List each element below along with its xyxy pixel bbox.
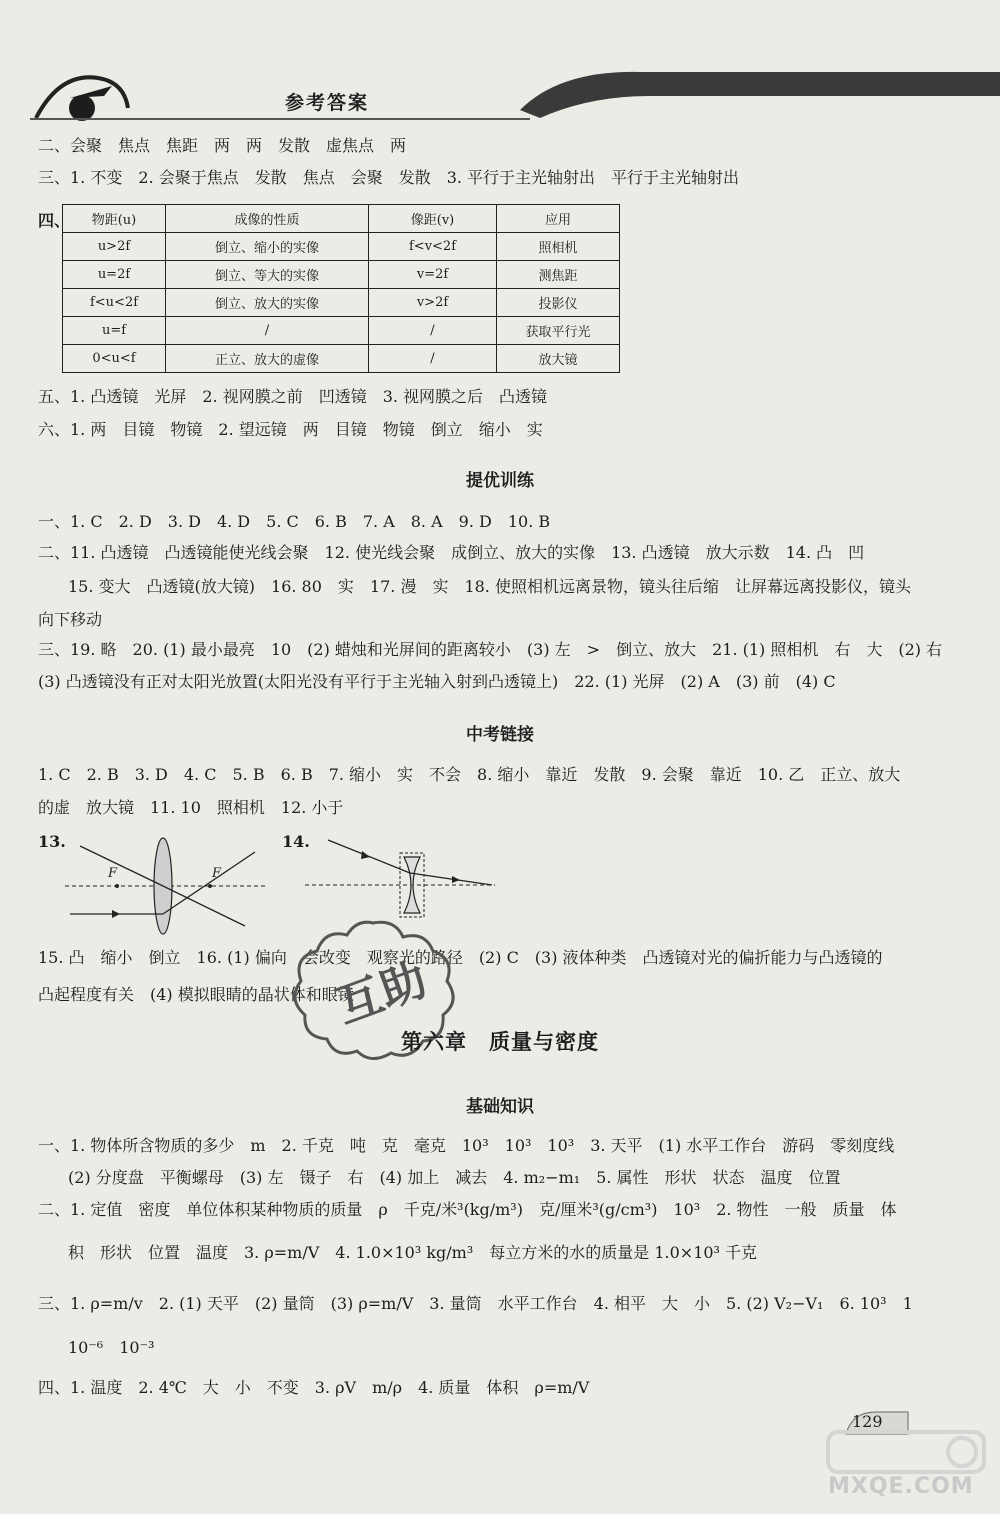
watermark-text: MXQE.COM <box>828 1474 974 1499</box>
answer-line: 四、1. 温度 2. 4℃ 大 小 不变 3. ρV m/ρ 4. 质量 体积 ρ=m/V <box>38 1378 590 1397</box>
answer-line: (2) 分度盘 平衡螺母 (3) 左 镊子 右 (4) 加上 减去 4. m₂−m₁ 5. 属性 形状 状态 温度 位置 <box>68 1168 841 1187</box>
table-header: 应用 <box>497 205 620 233</box>
table-cell: / <box>166 317 369 345</box>
table-cell: v=2f <box>369 261 497 289</box>
section-title: 中考链接 <box>466 725 534 745</box>
figure-13-label: 13. <box>38 832 66 851</box>
answer-line: 二、会聚 焦点 焦距 两 两 发散 虚焦点 两 <box>38 136 407 155</box>
table-cell: u=2f <box>63 261 166 289</box>
header-rule <box>30 118 530 120</box>
table-cell: 投影仪 <box>497 289 620 317</box>
answer-line: (3) 凸透镜没有正对太阳光放置(太阳光没有平行于主光轴入射到凸透镜上) 22. (1) 光屏 (2) A (3) 前 (4) C <box>38 672 836 691</box>
answer-line: 15. 变大 凸透镜(放大镜) 16. 80 实 17. 漫 实 18. 使照相机远离景物，镜头往后缩 让屏幕远离投影仪，镜头 <box>68 577 911 596</box>
answer-line: 凸起程度有关 (4) 模拟眼睛的晶状体和眼镜 <box>38 985 354 1004</box>
page-number: 129 <box>852 1412 883 1431</box>
answer-line: 五、1. 凸透镜 光屏 2. 视网膜之前 凹透镜 3. 视网膜之后 凸透镜 <box>38 387 548 406</box>
figure-14-label: 14. <box>282 832 310 851</box>
table-cell: 倒立、放大的实像 <box>166 289 369 317</box>
answer-line: 六、1. 两 目镜 物镜 2. 望远镜 两 目镜 物镜 倒立 缩小 实 <box>38 420 543 439</box>
table-label: 四、 <box>38 211 71 230</box>
table-cell: 放大镜 <box>497 345 620 373</box>
svg-text:互助: 互助 <box>328 951 434 1034</box>
table-cell: 测焦距 <box>497 261 620 289</box>
table-row <box>63 261 620 289</box>
table-cell: f<u<2f <box>63 289 166 317</box>
table-cell: / <box>369 345 497 373</box>
table-row <box>63 289 620 317</box>
convex-lens-diagram <box>60 830 270 940</box>
table-row <box>63 345 620 373</box>
table-cell: / <box>369 317 497 345</box>
table-cell: u=f <box>63 317 166 345</box>
table-cell: v>2f <box>369 289 497 317</box>
answer-line: 三、1. 不变 2. 会聚于焦点 发散 焦点 会聚 发散 3. 平行于主光轴射出 平行于主光轴射出 <box>38 168 740 187</box>
section-title: 提优训练 <box>466 471 534 491</box>
table-header: 成像的性质 <box>166 205 369 233</box>
answer-line: 三、1. ρ=m/v 2. (1) 天平 (2) 量筒 (3) ρ=m/V 3. 量筒 水平工作台 4. 相平 大 小 5. (2) V₂−V₁ 6. 10³ 1 <box>38 1294 913 1313</box>
header-title: 参考答案 <box>285 92 370 114</box>
concave-lens-diagram <box>300 835 500 920</box>
chapter-title: 第六章 质量与密度 <box>401 1029 599 1054</box>
focal-point-label: F <box>108 866 118 881</box>
table-header: 像距(v) <box>369 205 497 233</box>
table-cell: 0<u<f <box>63 345 166 373</box>
header-decoration <box>0 0 1000 130</box>
table-row <box>63 233 620 261</box>
table-header: 物距(u) <box>63 205 166 233</box>
table-cell: 照相机 <box>497 233 620 261</box>
answer-line: 积 形状 位置 温度 3. ρ=m/V 4. 1.0×10³ kg/m³ 每立方米的水的质量是 1.0×10³ 千克 <box>68 1243 758 1262</box>
answer-line: 15. 凸 缩小 倒立 16. (1) 偏向 会改变 观察光的路径 (2) C (3) 液体种类 凸透镜对光的偏折能力与凸透镜的 <box>38 948 883 967</box>
answer-line: 向下移动 <box>38 610 103 629</box>
table-cell: 获取平行光 <box>497 317 620 345</box>
table-cell: u>2f <box>63 233 166 261</box>
lens-imaging-table <box>62 204 620 373</box>
answer-line: 1. C 2. B 3. D 4. C 5. B 6. B 7. 缩小 实 不会 8. 缩小 靠近 发散 9. 会聚 靠近 10. 乙 正立、放大 <box>38 765 901 784</box>
table-cell: 倒立、等大的实像 <box>166 261 369 289</box>
table-cell: 倒立、缩小的实像 <box>166 233 369 261</box>
table-cell: 正立、放大的虚像 <box>166 345 369 373</box>
table-header-row <box>63 205 620 233</box>
answer-line: 三、19. 略 20. (1) 最小最亮 10 (2) 蜡烛和光屏间的距离较小 (3) 左 > 倒立、放大 21. (1) 照相机 右 大 (2) 右 <box>38 640 943 659</box>
section-title: 基础知识 <box>466 1097 534 1117</box>
answer-line: 一、1. 物体所含物质的多少 m 2. 千克 吨 克 毫克 10³ 10³ 10³ 3. 天平 (1) 水平工作台 游码 零刻度线 <box>38 1136 895 1155</box>
table-row <box>63 317 620 345</box>
answer-line: 二、11. 凸透镜 凸透镜能使光线会聚 12. 使光线会聚 成倒立、放大的实像 13. 凸透镜 放大示数 14. 凸 凹 <box>38 543 865 562</box>
answer-line: 一、1. C 2. D 3. D 4. D 5. C 6. B 7. A 8. A 9. D 10. B <box>38 512 551 531</box>
table-cell: f<v<2f <box>369 233 497 261</box>
answer-line: 二、1. 定值 密度 单位体积某种物质的质量 ρ 千克/米³(kg/m³) 克/厘米³(g/cm³) 10³ 2. 物性 一般 质量 体 <box>38 1200 897 1219</box>
focal-point-label: F <box>212 866 222 881</box>
answer-line: 的虚 放大镜 11. 10 照相机 12. 小于 <box>38 798 344 817</box>
answer-line: 10⁻⁶ 10⁻³ <box>68 1338 155 1357</box>
